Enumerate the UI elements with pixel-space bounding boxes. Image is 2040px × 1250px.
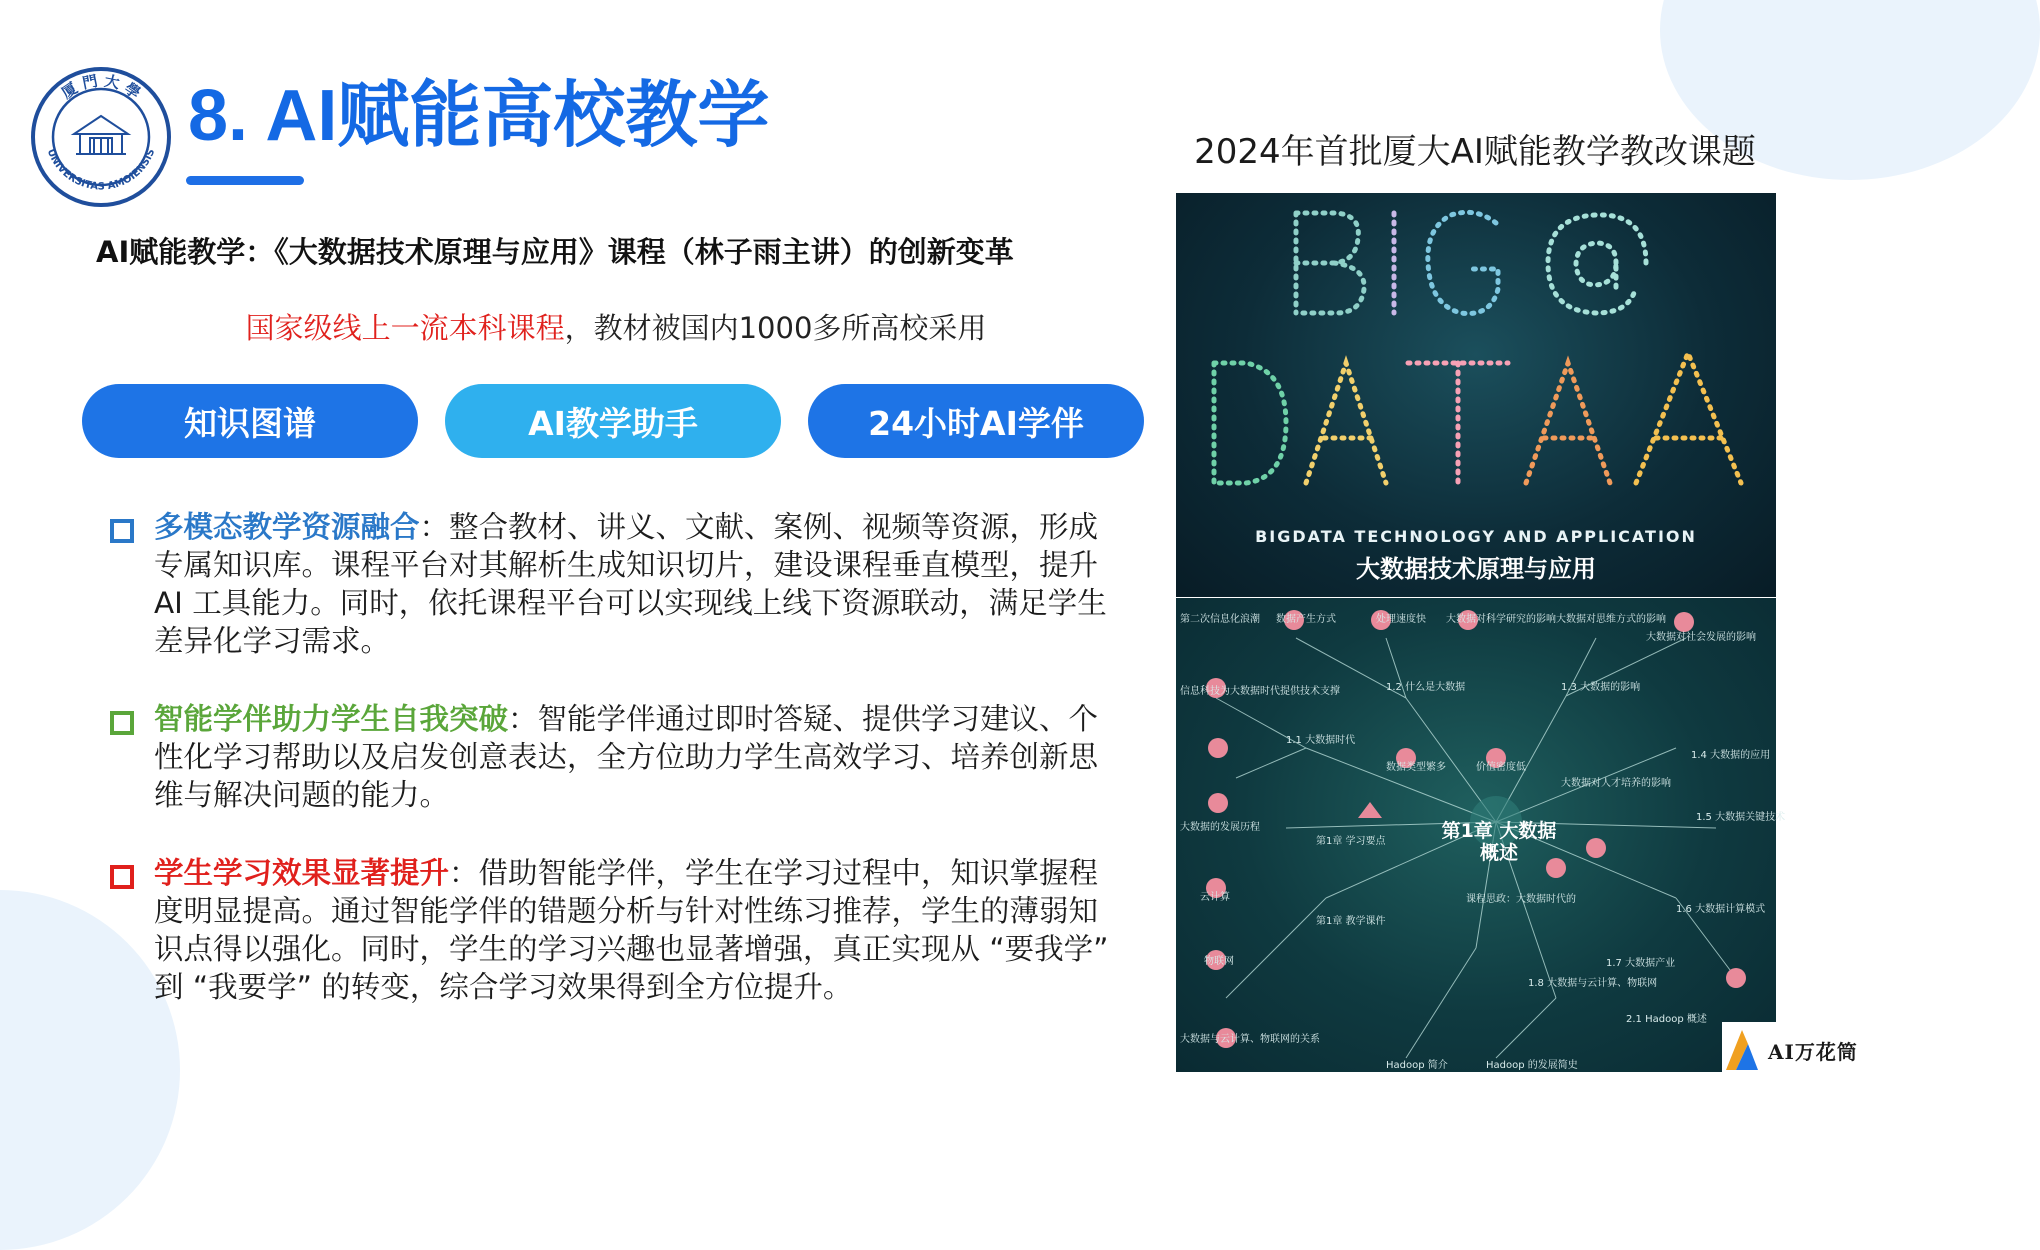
kg-node: 价值密度低 <box>1476 762 1526 773</box>
knowledge-graph-button[interactable]: 知识图谱 <box>82 384 418 458</box>
bigdata-chinese-title: 大数据技术原理与应用 <box>1356 555 1596 583</box>
checkbox-square-icon <box>110 519 134 543</box>
kg-node: 1.8 大数据与云计算、物联网 <box>1528 978 1658 989</box>
kg-node: 大数据对人才培养的影响 <box>1561 778 1671 789</box>
kg-node: Hadoop 的发展简史 <box>1486 1060 1578 1071</box>
course-tagline <box>96 308 1136 348</box>
kg-node: 2.1 Hadoop 概述 <box>1626 1014 1707 1025</box>
bullet-heading: 多模态教学资源融合 <box>154 510 420 544</box>
kg-node: 第1章 学习要点 <box>1316 836 1386 847</box>
project-caption: 2024年首批厦大AI赋能教学教改课题 <box>1194 132 1756 172</box>
checkbox-square-icon <box>110 711 134 735</box>
watermark-logo-icon <box>1722 1028 1762 1072</box>
kg-node: 数据类型繁多 <box>1386 762 1446 773</box>
bullet-multimodal-resources <box>110 508 1120 660</box>
knowledge-graph-image <box>1176 598 1786 1072</box>
kg-node: 1.2 什么是大数据 <box>1386 682 1466 693</box>
bigdata-english-title: BIGDATA TECHNOLOGY AND APPLICATION <box>1255 527 1697 546</box>
kg-node: 课程思政：大数据时代的 <box>1466 894 1576 905</box>
watermark-text: AI万花筒 <box>1768 1039 1858 1064</box>
bullet-heading: 智能学伴助力学生自我突破 <box>154 702 509 736</box>
watermark <box>1722 1022 1918 1078</box>
kg-node: 数据产生方式 <box>1276 614 1336 625</box>
bullet-body: ：智能学伴通过即时答疑、提供学习建议、个性化学习帮助以及启发创意表达，全方位助力学生高效学习、培养创新思维与解决问题的能力。 <box>154 702 1099 812</box>
logo-top-text: 厦 門 大 學 <box>58 71 144 103</box>
kg-node: 大数据对科学研究的影响 <box>1446 614 1556 625</box>
kg-node: Hadoop 简介 <box>1386 1060 1448 1071</box>
kg-node: 1.5 大数据关键技术 <box>1696 812 1786 823</box>
kg-node: 大数据的发展历程 <box>1180 822 1260 833</box>
kg-node: 处理速度快 <box>1376 614 1426 625</box>
bullet-body: ：借助智能学伴，学生在学习过程中，知识掌握程度明显提高。通过智能学伴的错题分析与针对性练习推荐，学生的薄弱知识点得以强化。同时，学生的学习兴趣也显著增强，真正实现从 “要我学” 到 “我要学” 的转变，综合学习效果得到全方位提升。 <box>154 856 1109 1004</box>
kg-node: 大数据与云计算、物联网的关系 <box>1180 1034 1320 1045</box>
kg-node: 云计算 <box>1200 892 1230 903</box>
logo-ring-text: UNIVERSITAS AMOIENSIS <box>44 147 158 193</box>
kg-node: 1.4 大数据的应用 <box>1691 750 1771 761</box>
bullet-smart-companion <box>110 700 1120 814</box>
kg-node: 大数据对社会发展的影响 <box>1646 632 1756 643</box>
university-logo <box>30 66 172 208</box>
kg-center-node: 第1章 大数据概述 <box>1441 820 1557 864</box>
bullet-heading: 学生学习效果显著提升 <box>154 856 450 890</box>
kg-node: 1.7 大数据产业 <box>1606 958 1676 969</box>
course-subtitle: AI赋能教学：《大数据技术原理与应用》课程（林子雨主讲）的创新变革 <box>96 235 1014 269</box>
kg-node: 第二次信息化浪潮 <box>1180 614 1260 625</box>
bullet-body: ：整合教材、讲义、文献、案例、视频等资源，形成专属知识库。课程平台对其解析生成知识切片，建设课程垂直模型，提升AI 工具能力。同时，依托课程平台可以实现线上线下资源联动，满足学生差异化学习需求。 <box>154 510 1107 658</box>
ai-teaching-assistant-button[interactable]: AI教学助手 <box>445 384 781 458</box>
checkbox-square-icon <box>110 865 134 889</box>
kg-node: 物联网 <box>1204 956 1234 967</box>
kg-node: 信息科技为大数据时代提供技术支撑 <box>1180 686 1340 697</box>
kg-node: 1.1 大数据时代 <box>1286 735 1356 746</box>
tagline-rest: ，教材被国内1000多所高校采用 <box>564 311 987 345</box>
bigdata-cover-image <box>1176 193 1776 597</box>
kg-node: 1.6 大数据计算模式 <box>1676 904 1766 915</box>
bullet-learning-outcomes <box>110 854 1120 1006</box>
title-underline <box>186 176 304 185</box>
ai-study-companion-button[interactable]: 24小时AI学伴 <box>808 384 1144 458</box>
tagline-highlight: 国家级线上一流本科课程 <box>245 311 565 345</box>
kg-node: 大数据对思维方式的影响 <box>1556 614 1666 625</box>
page-title: 8. AI赋能高校教学 <box>188 76 770 156</box>
kg-node: 第1章 教学课件 <box>1316 916 1386 927</box>
kg-node: 1.3 大数据的影响 <box>1561 682 1641 693</box>
